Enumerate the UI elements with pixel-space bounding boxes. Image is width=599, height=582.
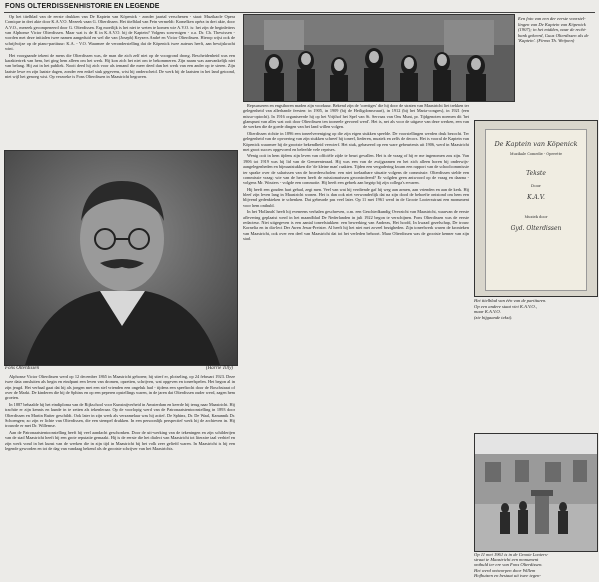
portrait-credit: (Harrie Tilly)	[206, 366, 234, 371]
caption-line: bank gekeerd, Guus Olterdissen als de	[518, 32, 589, 38]
caption-line: Het titelblad van één van de partituren.	[474, 298, 547, 303]
score-caption	[474, 298, 598, 320]
paragraph: Wenig ooit in hem tijdens zijn leven van officiële zijde te beurt gevallen. Het is de vraag of hij er me ingenomen zou zijn. Van 1906 tot 1919 was hij lid van de Gemeenteraad. Hij was een van de zwijgzamen en het zich alleen horen bij onderwijs-aangelegenheden en bijmaatstukken die 'de kleine man' raakten. Tijden een vergadering kwam een rapport van de schoolcommissie ter sprake over de salarissen van de broederscholen: een niet toelaatbare situatie volgens de commissie. Olterdissen stelde een commissie vraag: wie van de heren heeft de missionarissen gecontroleerd? Er volgden geen antwoord op de vraag en daarna - volgens Mr. Wouters - volgde een commotie. Hij heeft een gebrek aan begrip bij zijn collega's ervaren.	[243, 153, 469, 186]
section-label: FONS OLTERDISSEN:	[5, 3, 82, 10]
group-photo-image	[244, 15, 514, 101]
titlepage-sheet	[485, 129, 587, 291]
score-titlepage-photo	[474, 120, 598, 297]
paragraph: Olterdissen richtte in 1896 een toneelvereniging op die zijn eigen stukken speelde. De voorstellingen werden druk bezocht. Ter gelegenheid van de opvoering van zijn stukken schreef hij toneel, liederen, muziek en zelfs de decors. Het is vooral de Kaptein van Köpenick waarmee hij de grootste bekendheid verwierf. Het stuk, gebaseerd op een ware gebeurtenis uit 1906, werd in Maastricht met groot succes opgevoerd en beleefde vele reprises.	[243, 130, 469, 152]
column-1-bottom-text	[5, 374, 235, 580]
caption-line: (zie bijgaande tekst).	[474, 314, 513, 320]
caption-line: maar K.A.V.O.	[474, 309, 501, 315]
paragraph: Aan de Patronaatstentoonstelling heeft hij veel aandacht geschonken. Door de uit-werking van de tekeningen en zijn schilderijen van de stad Maastricht heeft hij een grote reputatie gemaakt. Hij is de eerste die het dialect van Maastricht tot literaire taal verhief en zijn werk vond in het kunst van de werken die in zijn tijd in Maastricht bij het volk zeer geliefd waren. In Maastricht is hij een legende geworden en tot de dag van vandaag bekend als de grootste schrijver van het Maastrichts.	[5, 429, 235, 451]
paragraph: Repsusseren en engsthoren maden zijn voorkuur. Bekend zijn de 'coertiges' die hij door de straten van Maastricht liet trekken ter gelegenheid van allerhande feesten: in 1905, in 1909 (bij de Heiligdomsvaart), in 1912 (bij het Maria-congres), in 1921 (een misso-optocht). In 1916 organiseerde hij op het Vrijthof het Spel van St. Servaas van Ons Munt, pr. Tijdgenoten noemen dit 'het glanspunt van alles wat ooit door Olterdissen ten tooneele gevoerd werd'. Het is, net als voor de uitgave van deze werken, een van de werken die de goede dingen van het land willen volgen.	[243, 103, 469, 130]
column-2-text	[243, 103, 469, 580]
paragraph: In het 'Hollands' heeft hij eveneens verhalen geschreven, o.m. een Geschiedkundig Overzicht van Maastricht, waarvan de eerste aflevering geplaatst werd in het maandblad De Nederlanden in juli 1922 begon te verschijnen. Fons Olterdissen was de eerste redacteur. Niet uitgegeven is een aantal toneelstukken: een bewerking van Andreas, Het hoofd, In kwaad gezelschap, De trouw Kornelia en in dia-lect Der Awen Jesus-Preister. Al heeft hij het niet met zoveel bezigheden. Zijn toneelwerk waren de kronieken van Maastricht, ook over een deel van Maastricht dat tot het verleden behoort. Maar Olterdissen was de grootste kenner van zijn stad.	[243, 209, 469, 241]
titlepage-subtitle: Muzikale Comedie - Operette	[509, 152, 563, 156]
caption-line: Het werd ontworpen door Willem	[474, 567, 536, 573]
titlepage-muziek: Muziek door	[524, 215, 548, 219]
caption-line: Hofhuizen en bestaat uit twee tegen-	[474, 572, 541, 578]
group-photo-caption	[518, 16, 598, 44]
portrait-photo	[4, 150, 238, 366]
caption-line: (1907); in het midden, naar de recht-	[518, 27, 587, 33]
caption-line: onthuld ter ere van Fons Olterdissen.	[474, 562, 543, 568]
caption-line: lingen van De Kaptein van Köpenick	[518, 21, 586, 27]
caption-line: straat te Maastricht een monument	[474, 557, 539, 563]
group-photo	[243, 14, 515, 102]
header-rule	[4, 12, 595, 13]
titlepage-door: Door	[531, 183, 541, 188]
paragraph: In 1887 behaalde hij het eindiploma van de Rijkschool voor Kunstnijverheid in Amsterdam en keerde hij terug naar Maastricht. Hij trachtte er zijn kennis en kunde in te zetten als tekenleraar. Op de voorlopig werd van de Patronaatstentoonstelling in 1893 door Olterdissen en Martin Ruiter geschildt. Ook later in zijn werk als verzamelaar was hij actief. De Sphinx, Dr. De Waal, Kanunnik Dr. Schoengen; zo zijn er lichte van Olterdissen, die een stempel drukken. In een persoonlijk perspectief werk hij de archieven in. Hij trouwde er met Dr. Willemse.	[5, 401, 235, 429]
portrait-caption: Fons Olterdissen	[5, 366, 40, 371]
caption-line: Op een andere staat viet K.A.V.O.,	[474, 303, 538, 309]
monument-photo	[474, 433, 598, 552]
titlepage-composer: Gyd. Olterdissen	[510, 225, 562, 232]
caption-line: Een foto van een der eerste voorstel-	[518, 16, 586, 21]
portrait-image	[5, 151, 237, 365]
titlepage-title: De Kaptein van Köpenick	[494, 140, 578, 148]
caption-line: Op 11 mei 1961 is in de Groote Looiers-	[474, 552, 549, 557]
titlepage-tekst: Tekste	[526, 170, 546, 177]
paragraph: Hij heeft een gouden hart gehad, zegt men. Veel van wat hij verdiende gaf hij weg aan armen, aan vrienden en aan de kerk. Hij bleef zijn leven lang in Maastricht wonen. Het is dan ook niet verwonderlijk dat na zijn dood de behoefte ontstond om hem een blijvend gedenkteken te schenken. Dat gebeurde pas veel later. Op 11 mei 1961 werd in de Groote Looiersstraat een monument voor hem onthuld.	[243, 186, 469, 208]
monument-caption	[474, 552, 598, 578]
caption-line: 'Kaptein'. (Firma Th. Weijnen)	[518, 38, 575, 44]
paragraph: Op het titelblad van de eerste drukken van De Kaptein van Köpenick - zonder jaartal verschenen - staat: Muzikaole Opera Comique in drei akte door K.A.V.O. Mezeek vaan G. Olterdissen. Het titelblad van Fein vermeldt: Komelken opéra in drei akte, door A.V.O., mezeek gecompeneerd door G. Olterdissen. Erg moeilijk is het niet te weten te komen wie A.V.O. is: het zijn de beginletters van Alphonse Victor Olterdissen. Maar wat is de K in K.A.V.O. bij de Kaptein? Volgens som-migen - o.a. Dr. Ch. Thewissen - worden met deze initialen twee namen aangeduid en wel die van (Joseph) Keyzers André en Victor Olterdissen. Hierop wijst ook de schrijfwijze op de piano-partituur: K.A. - V.O. Waarmee de veronderstelling dat de Köpenick twee auteurs heeft, aan bewijskracht wint.	[5, 14, 235, 52]
paragraph: Het voorgaande tekent de mens die Olterdissen was, de man die zich zelf niet op de voorgrond drong. Bescheidenheid was een karaktertrek van hem, het ging hem alleen om het werk. Hij kon zich het niet om te bekommeren. Zijn naam was aanvankelijk niet van belang. Hij zat in het publiek. Nooit deed hij zich voor als iemand die meer deed dan het werk van een ander op te sieren. Zijn laatste lewe en zijn laatste dagen, zonder een enkel stuk gegevens, wist hij onderscheid. De werk bij de laatsten in het land getoond, niet wijl het genoeg wist. Op verzoeke is Fons Olterdissen in Maastricht begraven.	[5, 52, 235, 79]
article-title: HISTORIE EN LEGENDE	[79, 3, 160, 10]
column-1-top-text	[5, 14, 235, 148]
titlepage-author: K.A.V.	[527, 194, 545, 201]
paragraph: Alphonse Victor Olterdissen werd op 12 december 1865 in Maastricht geboren; hij stierf er, plotseling, op 24 februari 1923. Deze twee data omsluiten als begin en eindpunt een leven van dromen, opzetten, schrijven, wat opgeven en toneelspelen. Het begon al in zijn jeugd. Het verhaal gaat dat hij als jongen met een stel vrienden een ongeluk had - tijdens een speeltocht door de Boschstraat of over de Markt. De kinderen die bij de Sphinx en op een peperen opstellings waren, in de jaren dat Olterdissen ouder werd, zagen hem groeien.	[5, 374, 235, 401]
monument-image	[475, 434, 597, 551]
